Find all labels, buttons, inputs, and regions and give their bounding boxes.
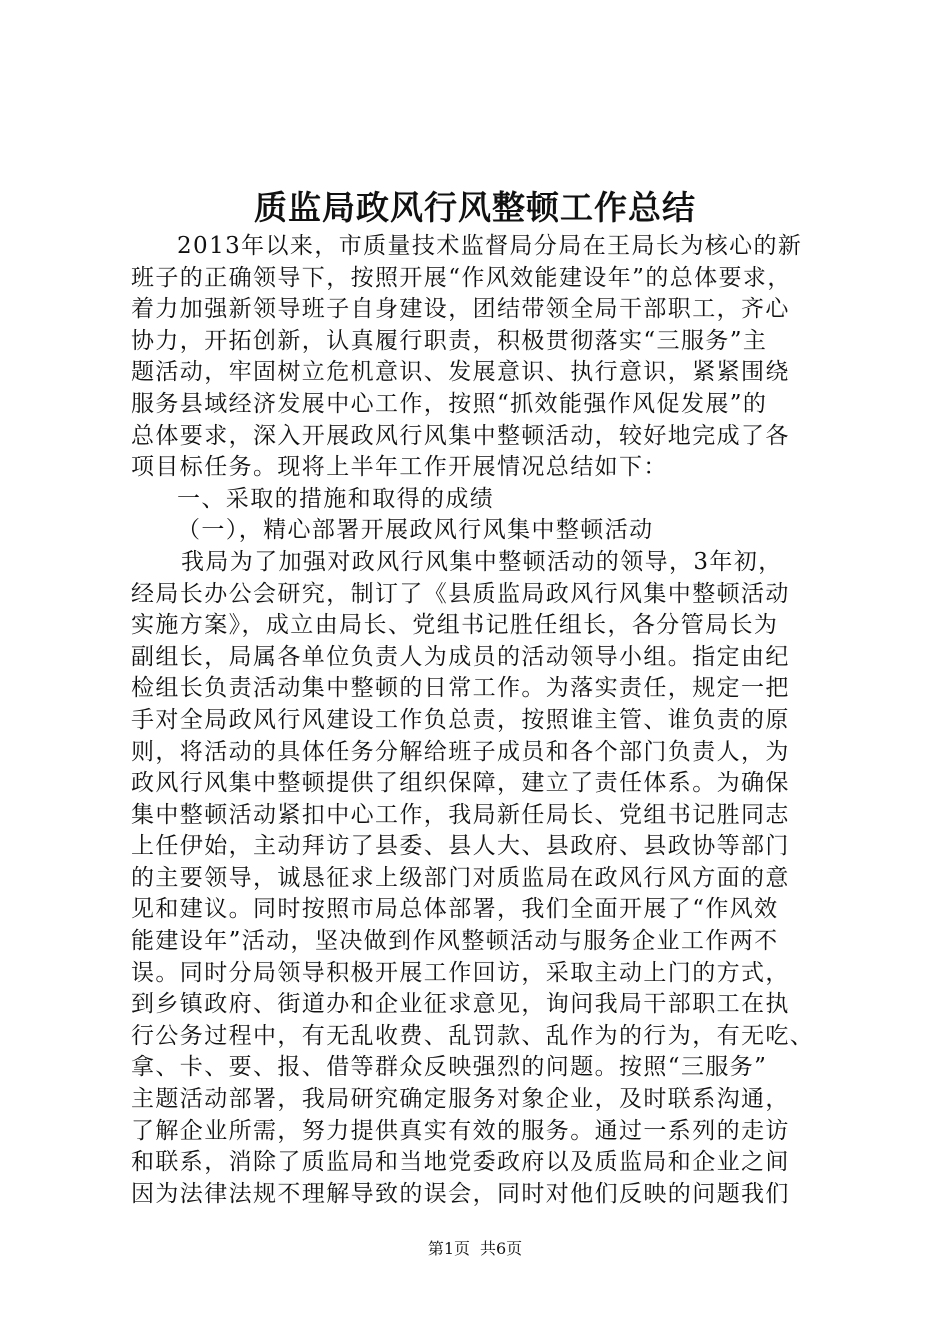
document-title: 质监局政风行风整顿工作总结 (254, 188, 696, 227)
body-line: 的主要领导，诚恳征求上级部门对质监局在政风行风方面的意 (131, 864, 790, 891)
body-line: 2013年以来，市质量技术监督局分局在王局长为核心的新 (177, 233, 803, 259)
body-line: 则，将活动的具体任务分解给班子成员和各个部门负责人，为 (131, 738, 790, 765)
body-line: 和联系，消除了质监局和当地党委政府以及质监局和企业之间 (131, 1149, 790, 1176)
body-line: 检组长负责活动集中整顿的日常工作。为落实责任，规定一把 (131, 675, 790, 702)
body-line: 到乡镇政府、街道办和企业征求意见，询问我局干部职工在执 (131, 991, 790, 1018)
page-footer (0, 1238, 950, 1260)
body-line: 见和建议。同时按照市局总体部署，我们全面开展了“作风效 (131, 896, 779, 923)
body-line: 集中整顿活动紧扣中心工作，我局新任局长、党组书记胜同志 (131, 801, 790, 828)
page-number: 第1页 (427, 1239, 470, 1258)
body-line: 项目标任务。现将上半年工作开展情况总结如下： (131, 454, 668, 481)
body-line: 经局长办公会研究，制订了《县质监局政风行风集中整顿活动 (131, 580, 790, 607)
body-line: 能建设年”活动，坚决做到作风整顿活动与服务企业工作两不 (131, 928, 779, 955)
body-line: 了解企业所需，努力提供真实有效的服务。通过一系列的走访 (131, 1117, 790, 1144)
body-line: 误。同时分局领导积极开展工作回访，采取主动上门的方式， (131, 959, 790, 986)
page-total: 共6页 (480, 1239, 523, 1258)
body-line: 实施方案》，成立由局长、党组书记胜任组长，各分管局长为 (131, 612, 779, 639)
body-line: 协力，开拓创新，认真履行职责，积极贯彻落实“三服务”主 (131, 327, 768, 354)
body-line: 服务县域经济发展中心工作，按照“抓效能强作风促发展”的 (131, 390, 768, 417)
body-line: 因为法律法规不理解导致的误会，同时对他们反映的问题我们 (131, 1180, 790, 1207)
body-line: 题活动，牢固树立危机意识、发展意识、执行意识，紧紧围绕 (131, 359, 790, 386)
body-line: 总体要求，深入开展政风行风集中整顿活动，较好地完成了各 (131, 422, 790, 449)
document-body (131, 231, 831, 1210)
body-line: 政风行风集中整顿提供了组织保障，建立了责任体系。为确保 (131, 770, 790, 797)
body-line: 主题活动部署，我局研究确定服务对象企业，及时联系沟通， (131, 1086, 790, 1113)
body-line: 上任伊始，主动拜访了县委、县人大、县政府、县政协等部门 (131, 833, 790, 860)
body-line: 拿、卡、要、报、借等群众反映强烈的问题。按照“三服务” (131, 1054, 768, 1081)
section-heading: 一、采取的措施和取得的成绩 (177, 485, 495, 512)
body-line: 副组长，局属各单位负责人为成员的活动领导小组。指定由纪 (131, 643, 790, 670)
body-line: 手对全局政风行风建设工作负总责，按照谁主管、谁负责的原 (131, 706, 790, 733)
body-line: 行公务过程中，有无乱收费、乱罚款、乱作为的行为，有无吃、 (131, 1022, 815, 1049)
subsection-heading: （一），精心部署开展政风行风集中整顿活动 (177, 517, 654, 544)
body-line: 班子的正确领导下，按照开展“作风效能建设年”的总体要求， (131, 264, 792, 291)
body-line: 着力加强新领导班子自身建设，团结带领全局干部职工，齐心 (131, 296, 790, 323)
body-line: 我局为了加强对政风行风集中整顿活动的领导，3年初， (181, 548, 783, 575)
